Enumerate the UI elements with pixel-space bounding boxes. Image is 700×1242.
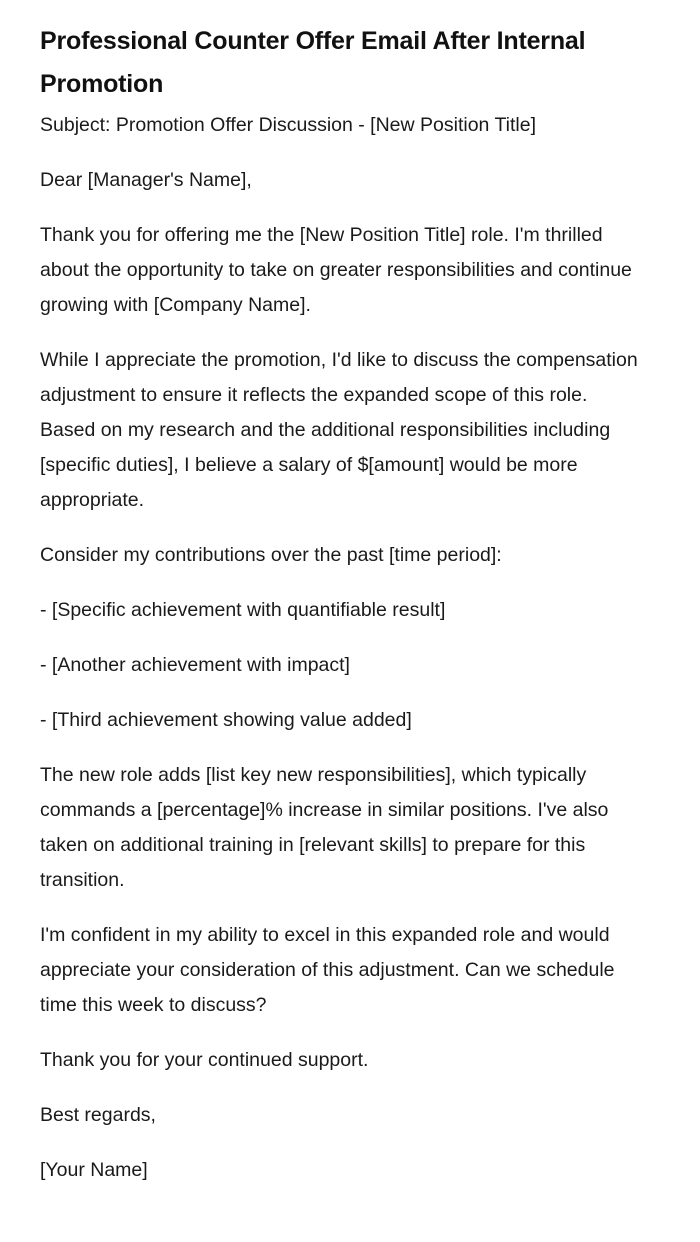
email-subject: Subject: Promotion Offer Discussion - [New Position Title] [40,114,537,136]
paragraph-support: Thank you for your continued support. [40,1049,369,1071]
paragraph-new-role: The new role adds [list key new responsibilities], which typically commands a [percentage]% increase in similar positions. I've also taken on additional training in [relevant skills] to prepare for this transition. [40,764,609,891]
email-signature: [Your Name] [40,1159,148,1181]
achievement-item: - [Third achievement showing value added] [40,709,412,731]
document-title: Professional Counter Offer Email After Internal Promotion [40,27,586,98]
email-closing: Best regards, [40,1104,156,1126]
paragraph-compensation: While I appreciate the promotion, I'd like to discuss the compensation adjustment to ensure it reflects the expanded scope of this role. Based on my research and the additional responsibilities including [specific duties], I believe a salary of $[amount] would be more appropriate. [40,349,638,511]
paragraph-thanks-offer: Thank you for offering me the [New Position Title] role. I'm thrilled about the opportunity to take on greater responsibilities and continue growing with [Company Name]. [40,224,632,316]
paragraph-contributions: Consider my contributions over the past [time period]: [40,544,502,566]
email-greeting: Dear [Manager's Name], [40,169,252,191]
email-document [40,20,640,1208]
achievement-item: - [Specific achievement with quantifiable result] [40,599,446,621]
paragraph-confidence: I'm confident in my ability to excel in this expanded role and would appreciate your consideration of this adjustment. Can we schedule time this week to discuss? [40,924,615,1016]
achievement-item: - [Another achievement with impact] [40,654,350,676]
